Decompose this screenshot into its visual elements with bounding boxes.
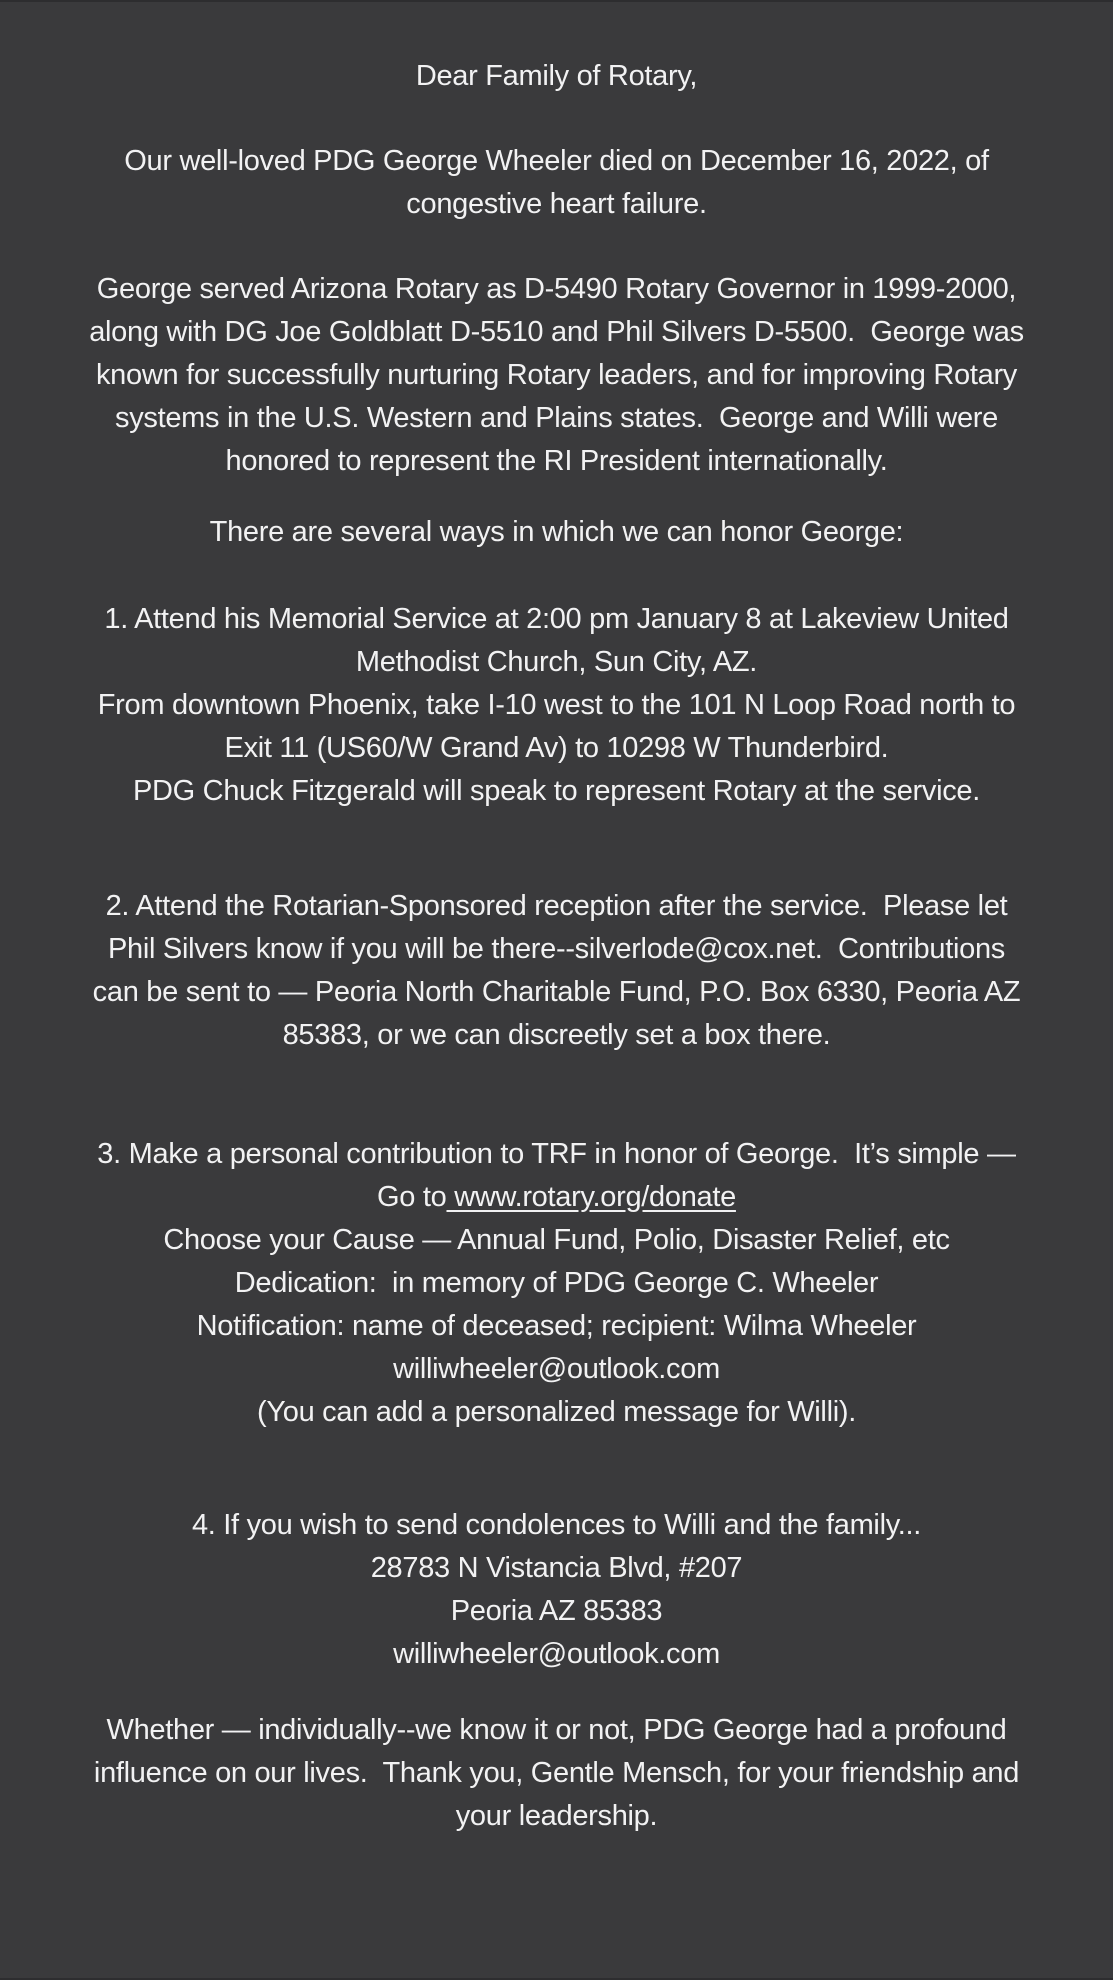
death-announcement-line	[10, 183, 1103, 226]
biography-line	[10, 397, 1103, 440]
text-segment: Exit 11 (US60/W Grand Av) to 10298 W Thunderbird.	[224, 732, 889, 764]
text-segment: There are several ways in which we can honor George:	[209, 516, 904, 548]
text-segment: influence on our lives. Thank you, Gentle Mensch, for your friendship and	[93, 1757, 1020, 1789]
text-segment: Our well-loved PDG George Wheeler died on December 16, 2022, of	[124, 145, 989, 177]
text-segment: PDG Chuck Fitzgerald will speak to represent Rotary at the service.	[132, 775, 981, 807]
text-segment: Go to	[377, 1181, 447, 1213]
text-segment: Dear Family of Rotary,	[415, 60, 698, 92]
item-1-memorial-service	[10, 598, 1103, 813]
item-4-condolences-address-line	[10, 1547, 1103, 1590]
text-segment: Dedication: in memory of PDG George C. Wheeler	[234, 1267, 879, 1299]
item-4-condolences-address-line	[10, 1633, 1103, 1676]
item-1-memorial-service-line	[10, 684, 1103, 727]
item-3-trf-contribution-line	[10, 1348, 1103, 1391]
biography-line	[10, 311, 1103, 354]
item-3-trf-contribution-line	[10, 1305, 1103, 1348]
text-segment: honored to represent the RI President internationally.	[225, 445, 888, 477]
text-segment: 85383, or we can discreetly set a box there.	[282, 1019, 831, 1051]
salutation	[10, 55, 1103, 98]
item-1-memorial-service-line	[10, 598, 1103, 641]
item-1-memorial-service-line	[10, 770, 1103, 813]
item-4-condolences-address-line	[10, 1504, 1103, 1547]
death-announcement	[10, 140, 1103, 226]
item-1-memorial-service-line	[10, 727, 1103, 770]
text-segment: George served Arizona Rotary as D-5490 Rotary Governor in 1999-2000,	[96, 273, 1017, 305]
closing-tribute	[10, 1709, 1103, 1838]
text-segment: 4. If you wish to send condolences to Willi and the family...	[191, 1509, 922, 1541]
text-segment: From downtown Phoenix, take I-10 west to the 101 N Loop Road north to	[97, 689, 1016, 721]
item-4-condolences-address	[10, 1504, 1103, 1676]
text-segment: 2. Attend the Rotarian-Sponsored reception after the service. Please let	[105, 890, 1008, 922]
salutation-line	[10, 55, 1103, 98]
item-3-trf-contribution-line	[10, 1176, 1103, 1219]
item-1-memorial-service-line	[10, 641, 1103, 684]
text-segment: (You can add a personalized message for Willi).	[257, 1396, 856, 1428]
text-segment: congestive heart failure.	[406, 188, 707, 220]
item-4-condolences-address-line	[10, 1590, 1103, 1633]
text-segment: Notification: name of deceased; recipient: Wilma Wheeler	[196, 1310, 917, 1342]
text-segment: systems in the U.S. Western and Plains states. George and Willi were	[115, 402, 998, 434]
death-announcement-line	[10, 140, 1103, 183]
item-2-reception-line	[10, 885, 1103, 928]
text-segment: Methodist Church, Sun City, AZ.	[355, 646, 758, 678]
closing-tribute-line	[10, 1709, 1103, 1752]
honor-intro-line	[10, 511, 1103, 554]
item-2-reception-line	[10, 928, 1103, 971]
biography-line	[10, 354, 1103, 397]
biography-line	[10, 268, 1103, 311]
item-3-trf-contribution-line	[10, 1391, 1103, 1434]
biography-line	[10, 440, 1103, 483]
item-3-trf-contribution-line	[10, 1133, 1103, 1176]
text-segment: Choose your Cause — Annual Fund, Polio, Disaster Relief, etc	[163, 1224, 950, 1256]
rotary-donate-link[interactable]: www.rotary.org/donate	[446, 1181, 736, 1213]
text-segment: 28783 N Vistancia Blvd, #207	[370, 1552, 743, 1584]
text-segment: can be sent to — Peoria North Charitable Fund, P.O. Box 6330, Peoria AZ	[92, 976, 1021, 1008]
closing-tribute-line	[10, 1795, 1103, 1838]
text-segment: williwheeler@outlook.com	[393, 1353, 720, 1385]
text-segment: Peoria AZ 85383	[450, 1595, 663, 1627]
biography	[10, 268, 1103, 483]
letter-body	[10, 55, 1103, 1838]
item-3-trf-contribution-line	[10, 1262, 1103, 1305]
text-segment: Whether — individually--we know it or not, PDG George had a profound	[106, 1714, 1007, 1746]
item-2-reception-line	[10, 971, 1103, 1014]
item-3-trf-contribution-line	[10, 1219, 1103, 1262]
item-3-trf-contribution	[10, 1133, 1103, 1434]
honor-intro	[10, 511, 1103, 554]
text-segment: along with DG Joe Goldblatt D-5510 and Phil Silvers D-5500. George was	[89, 316, 1024, 348]
text-segment: 1. Attend his Memorial Service at 2:00 pm January 8 at Lakeview United	[104, 603, 1009, 635]
item-2-reception-line	[10, 1014, 1103, 1057]
text-segment: your leadership.	[455, 1800, 658, 1832]
text-segment: Phil Silvers know if you will be there--silverlode@cox.net. Contributions	[108, 933, 1005, 965]
closing-tribute-line	[10, 1752, 1103, 1795]
text-segment: williwheeler@outlook.com	[393, 1638, 720, 1670]
text-segment: known for successfully nurturing Rotary leaders, and for improving Rotary	[95, 359, 1017, 391]
text-segment: 3. Make a personal contribution to TRF in honor of George. It’s simple —	[97, 1138, 1016, 1170]
item-2-reception	[10, 885, 1103, 1057]
